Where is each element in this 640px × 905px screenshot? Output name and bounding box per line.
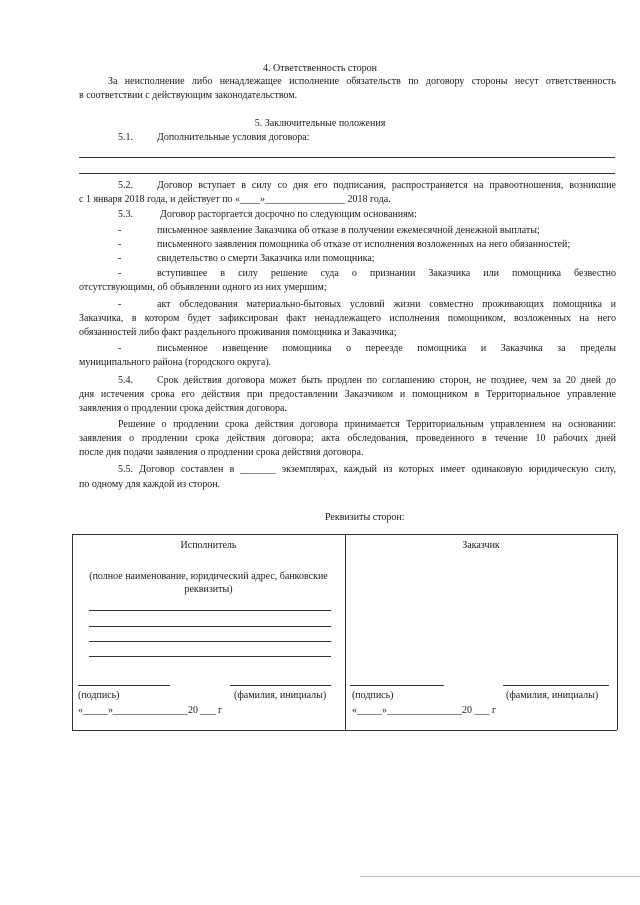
executor-details-line <box>89 656 331 657</box>
table-border-right <box>617 534 618 730</box>
section-4-heading: 4. Ответственность сторон <box>263 63 377 74</box>
clause-5-3-number: 5.3. <box>118 209 133 220</box>
bullet-6-line-2: муниципального района (городского округа). <box>79 357 272 368</box>
section-4-text-line-1: За неисполнение либо ненадлежащее исполнение обязательств по договору стороны несут ответственность <box>108 76 616 87</box>
executor-details-line <box>89 626 331 627</box>
requisites-title: Реквизиты сторон: <box>325 512 405 523</box>
executor-name-line <box>230 685 331 686</box>
bullet-5-line-3: обязанностей либо факт раздельного проживания помощника и Заказчика; <box>79 327 397 338</box>
executor-name-label: (фамилия, инициалы) <box>234 690 327 701</box>
bullet-2: письменного заявления помощника об отказе от исполнения возложенных на него обязанностей; <box>157 239 571 250</box>
clause-5-5-line-2: по одному для каждой из сторон. <box>79 479 221 490</box>
executor-details-line <box>89 610 331 611</box>
bullet-5-line-2: Заказчика, в котором будет зафиксирован факт ненадлежащего исполнения помощником, возложенных на него <box>79 313 616 324</box>
extension-line-1: Решение о продлении срока действия договора принимается Территориальным управлением на основании: <box>118 419 616 430</box>
table-divider <box>345 534 346 730</box>
customer-date: «_____»_______________20 ___ г <box>352 705 497 716</box>
blank-line <box>79 157 615 158</box>
bullet-1: письменное заявление Заказчика об отказе в получении ежемесячной денежной выплаты; <box>157 225 540 236</box>
executor-hint-line-2: реквизиты) <box>184 584 233 595</box>
customer-title: Заказчик <box>462 540 500 551</box>
section-5-heading: 5. Заключительные положения <box>254 118 386 129</box>
scan-edge-line <box>360 876 640 877</box>
customer-signature-line <box>350 685 444 686</box>
clause-5-2-line-1: Договор вступает в силу со дня его подписания, распространяется на правоотношения, возникшие <box>157 180 616 191</box>
table-border-left <box>72 534 73 730</box>
executor-details-line <box>89 641 331 642</box>
clause-5-2-number: 5.2. <box>118 180 133 191</box>
extension-line-2: заявления о продлении срока действия договора; акта обследования, проведенного в течение 10 рабочих дней <box>79 433 616 444</box>
executor-signature-line <box>78 685 170 686</box>
bullet-5-line-1: акт обследования материально-бытовых условий жизни совместно проживающих помощника и <box>157 299 616 310</box>
blank-line <box>79 173 615 174</box>
bullet-dash: - <box>118 225 122 236</box>
bullet-dash: - <box>118 239 122 250</box>
executor-signature-label: (подпись) <box>78 690 120 701</box>
bullet-4-line-1: вступившее в силу решение суда о признании Заказчика или помощника безвестно <box>157 268 616 279</box>
bullet-dash: - <box>118 299 122 310</box>
clause-5-4-line-1: Срок действия договора может быть продлен по соглашению сторон, не позднее, чем за 20 дней до <box>157 375 616 386</box>
executor-date: «_____»_______________20 ___ г <box>78 705 223 716</box>
clause-5-1-text: Дополнительные условия договора: <box>157 132 310 143</box>
extension-line-3: после дня подачи заявления о продлении срока действия договора. <box>79 447 364 458</box>
executor-title: Исполнитель <box>180 540 237 551</box>
executor-hint-line-1: (полное наименование, юридический адрес, банковские <box>89 571 328 582</box>
clause-5-2-line-2: с 1 января 2018 года, и действует по «____»________________ 2018 года. <box>79 194 391 205</box>
bullet-4-line-2: отсутствующими, об объявлении одного из них умершим; <box>79 282 327 293</box>
clause-5-5-line-1: 5.5. Договор составлен в _______ экземплярах, каждый из которых имеет одинаковую юридическую силу, <box>118 464 616 475</box>
clause-5-4-line-3: заявления о продлении срока действия договора. <box>79 403 287 414</box>
clause-5-3-text: Договор расторгается досрочно по следующим основаниям: <box>160 209 417 220</box>
customer-name-label: (фамилия, инициалы) <box>506 690 599 701</box>
clause-5-4-line-2: дня истечения срока его действия при предоставлении Заказчиком и помощником в Территориальное управление <box>79 389 616 400</box>
customer-signature-label: (подпись) <box>352 690 394 701</box>
customer-name-line <box>503 685 609 686</box>
clause-5-4-number: 5.4. <box>118 375 133 386</box>
bullet-dash: - <box>118 253 122 264</box>
bullet-3: свидетельство о смерти Заказчика или помощника; <box>157 253 375 264</box>
bullet-dash: - <box>118 343 122 354</box>
table-border-bottom <box>72 730 617 731</box>
bullet-dash: - <box>118 268 122 279</box>
bullet-6-line-1: письменное извещение помощника о переезде помощника и Заказчика за пределы <box>157 343 616 354</box>
section-4-text-line-2: в соответствии с действующим законодательством. <box>79 90 298 101</box>
clause-5-1-number: 5.1. <box>118 132 133 143</box>
